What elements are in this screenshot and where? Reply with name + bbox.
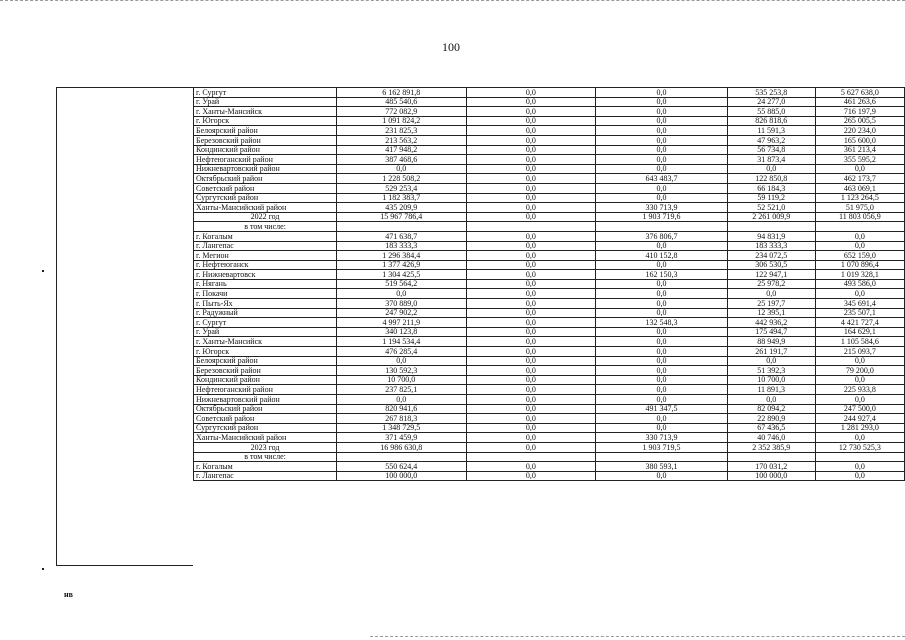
table-row (194, 107, 905, 117)
row-label-cell: г. Нягань (194, 279, 337, 289)
value-cell-v4: 22 890,9 (727, 414, 815, 424)
value-cell-v1: 237 825,1 (337, 385, 466, 395)
value-cell-v4: 51 392,3 (727, 366, 815, 376)
value-cell-v2: 0,0 (466, 385, 596, 395)
value-cell-v1: 15 967 786,4 (337, 212, 466, 222)
value-cell-v3: 643 483,7 (596, 174, 727, 184)
value-cell-v2: 0,0 (466, 347, 596, 357)
row-label-cell: Октябрьский район (194, 174, 337, 184)
row-label-cell: г. Радужный (194, 308, 337, 318)
value-cell-v4: 88 949,9 (727, 337, 815, 347)
value-cell-v4: 47 963,2 (727, 135, 815, 145)
value-cell-v5: 463 069,1 (815, 183, 904, 193)
value-cell-v4: 66 184,3 (727, 183, 815, 193)
row-label-cell: Советский район (194, 414, 337, 424)
value-cell-v2: 0,0 (466, 414, 596, 424)
value-cell-v1: 1 377 426,9 (337, 260, 466, 270)
value-cell-v2: 0,0 (466, 145, 596, 155)
margin-dot (42, 568, 44, 570)
value-cell-v2: 0,0 (466, 241, 596, 251)
table-row (194, 193, 905, 203)
value-cell-v5: 0,0 (815, 231, 904, 241)
scan-edge-top (0, 0, 905, 5)
table-row (194, 299, 905, 309)
value-cell-v3: 0,0 (596, 145, 727, 155)
value-cell-v3: 0,0 (596, 385, 727, 395)
table-row (194, 327, 905, 337)
table-row (194, 270, 905, 280)
table-row (194, 356, 905, 366)
table-row (194, 88, 905, 98)
value-cell-v1: 6 162 891,8 (337, 88, 466, 98)
value-cell-v2: 0,0 (466, 260, 596, 270)
value-cell-v3 (596, 452, 727, 462)
value-cell-v3: 410 152,8 (596, 251, 727, 261)
table-row (194, 347, 905, 357)
row-label-cell: г. Покачи (194, 289, 337, 299)
row-label-cell: г. Ханты-Мансийск (194, 107, 337, 117)
table-row (194, 375, 905, 385)
value-cell-v3: 0,0 (596, 107, 727, 117)
value-cell-v2: 0,0 (466, 462, 596, 472)
row-label-cell: г. Сургут (194, 88, 337, 98)
value-cell-v1: 340 123,8 (337, 327, 466, 337)
scan-edge-bottom (370, 636, 905, 639)
value-cell-v5: 0,0 (815, 433, 904, 443)
value-cell-v4: 122 850,8 (727, 174, 815, 184)
table-row (194, 164, 905, 174)
value-cell-v4: 12 395,1 (727, 308, 815, 318)
value-cell-v3: 0,0 (596, 299, 727, 309)
value-cell-v3: 0,0 (596, 183, 727, 193)
value-cell-v3: 0,0 (596, 366, 727, 376)
value-cell-v5: 461 263,6 (815, 97, 904, 107)
value-cell-v4: 442 936,2 (727, 318, 815, 328)
value-cell-v1: 231 825,3 (337, 126, 466, 136)
value-cell-v3: 0,0 (596, 88, 727, 98)
value-cell-v4: 2 352 385,9 (727, 442, 815, 452)
value-cell-v2: 0,0 (466, 212, 596, 222)
table-row (194, 423, 905, 433)
table-row (194, 116, 905, 126)
value-cell-v2: 0,0 (466, 356, 596, 366)
value-cell-v1: 1 304 425,5 (337, 270, 466, 280)
value-cell-v3: 0,0 (596, 395, 727, 405)
value-cell-v4: 24 277,0 (727, 97, 815, 107)
value-cell-v1: 476 285,4 (337, 347, 466, 357)
footer-mark: нв (64, 590, 73, 599)
value-cell-v3: 0,0 (596, 279, 727, 289)
table-row (194, 385, 905, 395)
value-cell-v5: 361 213,4 (815, 145, 904, 155)
value-cell-v5: 51 975,0 (815, 203, 904, 213)
value-cell-v5: 493 586,0 (815, 279, 904, 289)
row-label-cell: Ханты-Мансийский район (194, 433, 337, 443)
value-cell-v2: 0,0 (466, 375, 596, 385)
row-label-cell: г. Лангепас (194, 471, 337, 481)
value-cell-v1: 550 624,4 (337, 462, 466, 472)
value-cell-v1: 213 563,2 (337, 135, 466, 145)
value-cell-v1: 519 564,2 (337, 279, 466, 289)
value-cell-v5: 235 507,1 (815, 308, 904, 318)
row-label-cell: Кондинский район (194, 145, 337, 155)
value-cell-v1: 1 091 824,2 (337, 116, 466, 126)
value-cell-v2 (466, 452, 596, 462)
value-cell-v1: 16 986 630,8 (337, 442, 466, 452)
value-cell-v1: 10 700,0 (337, 375, 466, 385)
value-cell-v4: 535 253,8 (727, 88, 815, 98)
value-cell-v4: 170 031,2 (727, 462, 815, 472)
row-label-cell: г. Когалым (194, 231, 337, 241)
value-cell-v5: 265 005,5 (815, 116, 904, 126)
value-cell-v1: 471 638,7 (337, 231, 466, 241)
row-label-cell: г. Урай (194, 327, 337, 337)
value-cell-v4 (727, 452, 815, 462)
table-row (194, 231, 905, 241)
row-label-cell: г. Когалым (194, 462, 337, 472)
value-cell-v2 (466, 222, 596, 232)
value-cell-v4: 67 436,5 (727, 423, 815, 433)
value-cell-v2: 0,0 (466, 299, 596, 309)
value-cell-v2: 0,0 (466, 289, 596, 299)
row-label-cell: Нефтеюганский район (194, 155, 337, 165)
value-cell-v2: 0,0 (466, 308, 596, 318)
row-label-cell: Октябрьский район (194, 404, 337, 414)
value-cell-v4: 2 261 009,9 (727, 212, 815, 222)
value-cell-v5: 0,0 (815, 375, 904, 385)
value-cell-v1: 1 348 729,5 (337, 423, 466, 433)
table-row (194, 337, 905, 347)
table-row (194, 126, 905, 136)
value-cell-v2: 0,0 (466, 366, 596, 376)
table-row (194, 212, 905, 222)
value-cell-v5: 1 281 293,0 (815, 423, 904, 433)
value-cell-v4: 0,0 (727, 164, 815, 174)
value-cell-v1: 529 253,4 (337, 183, 466, 193)
value-cell-v2: 0,0 (466, 164, 596, 174)
value-cell-v1: 0,0 (337, 164, 466, 174)
row-label-cell: в том числе: (194, 222, 337, 232)
value-cell-v4: 0,0 (727, 395, 815, 405)
value-cell-v5: 79 200,0 (815, 366, 904, 376)
value-cell-v2: 0,0 (466, 126, 596, 136)
table-row (194, 308, 905, 318)
value-cell-v3: 0,0 (596, 423, 727, 433)
value-cell-v5: 215 093,7 (815, 347, 904, 357)
row-label-cell: г. Югорск (194, 116, 337, 126)
value-cell-v2: 0,0 (466, 193, 596, 203)
value-cell-v2: 0,0 (466, 174, 596, 184)
table-row (194, 183, 905, 193)
value-cell-v3: 0,0 (596, 241, 727, 251)
value-cell-v5: 1 019 328,1 (815, 270, 904, 280)
value-cell-v1: 267 818,3 (337, 414, 466, 424)
table-row (194, 203, 905, 213)
value-cell-v4: 11 891,3 (727, 385, 815, 395)
table-left-merged-column (56, 87, 193, 566)
value-cell-v5: 0,0 (815, 289, 904, 299)
value-cell-v5: 1 070 896,4 (815, 260, 904, 270)
value-cell-v4: 82 094,2 (727, 404, 815, 414)
value-cell-v4: 122 947,1 (727, 270, 815, 280)
value-cell-v3: 0,0 (596, 289, 727, 299)
row-label-cell: г. Сургут (194, 318, 337, 328)
value-cell-v4: 31 873,4 (727, 155, 815, 165)
row-label-cell: Нижневартовский район (194, 395, 337, 405)
value-cell-v3: 376 806,7 (596, 231, 727, 241)
row-label-cell: Нефтеюганский район (194, 385, 337, 395)
value-cell-v2: 0,0 (466, 135, 596, 145)
table-row (194, 135, 905, 145)
row-label-cell: Белоярский район (194, 126, 337, 136)
table-row (194, 289, 905, 299)
value-cell-v4: 261 191,7 (727, 347, 815, 357)
value-cell-v1: 0,0 (337, 289, 466, 299)
value-cell-v4: 175 494,7 (727, 327, 815, 337)
row-label-cell: Белоярский район (194, 356, 337, 366)
value-cell-v2: 0,0 (466, 279, 596, 289)
value-cell-v2: 0,0 (466, 251, 596, 261)
value-cell-v4: 11 591,3 (727, 126, 815, 136)
value-cell-v2: 0,0 (466, 404, 596, 414)
value-cell-v3: 0,0 (596, 116, 727, 126)
value-cell-v3: 0,0 (596, 97, 727, 107)
value-cell-v1: 130 592,3 (337, 366, 466, 376)
value-cell-v3: 0,0 (596, 193, 727, 203)
value-cell-v5: 4 421 727,4 (815, 318, 904, 328)
value-cell-v4: 52 521,0 (727, 203, 815, 213)
value-cell-v2: 0,0 (466, 337, 596, 347)
value-cell-v3: 491 347,5 (596, 404, 727, 414)
value-cell-v4: 55 885,0 (727, 107, 815, 117)
row-label-cell: г. Лангепас (194, 241, 337, 251)
value-cell-v1: 417 948,2 (337, 145, 466, 155)
value-cell-v3: 0,0 (596, 327, 727, 337)
value-cell-v3: 0,0 (596, 260, 727, 270)
value-cell-v1 (337, 222, 466, 232)
row-label-cell: Нижневартовский район (194, 164, 337, 174)
value-cell-v1: 183 333,3 (337, 241, 466, 251)
value-cell-v5: 0,0 (815, 164, 904, 174)
value-cell-v3: 0,0 (596, 356, 727, 366)
value-cell-v5: 0,0 (815, 462, 904, 472)
table-body (194, 88, 905, 481)
value-cell-v5: 1 105 584,6 (815, 337, 904, 347)
value-cell-v2: 0,0 (466, 97, 596, 107)
value-cell-v4: 0,0 (727, 289, 815, 299)
value-cell-v5 (815, 452, 904, 462)
value-cell-v4: 826 818,6 (727, 116, 815, 126)
value-cell-v2: 0,0 (466, 442, 596, 452)
value-cell-v1: 772 082,9 (337, 107, 466, 117)
value-cell-v4: 94 831,9 (727, 231, 815, 241)
value-cell-v5: 652 159,0 (815, 251, 904, 261)
margin-dot (42, 270, 44, 272)
row-label-cell: г. Ханты-Мансийск (194, 337, 337, 347)
page-number: 100 (442, 40, 460, 54)
value-cell-v1: 1 194 534,4 (337, 337, 466, 347)
value-cell-v2: 0,0 (466, 270, 596, 280)
value-cell-v4: 25 197,7 (727, 299, 815, 309)
value-cell-v5: 1 123 264,5 (815, 193, 904, 203)
value-cell-v1: 820 941,6 (337, 404, 466, 414)
value-cell-v3: 0,0 (596, 164, 727, 174)
value-cell-v2: 0,0 (466, 327, 596, 337)
value-cell-v3: 0,0 (596, 155, 727, 165)
table-row (194, 318, 905, 328)
budget-table (193, 87, 905, 481)
row-label-cell: г. Мегион (194, 251, 337, 261)
row-label-cell: г. Нефтеюганск (194, 260, 337, 270)
table-row (194, 442, 905, 452)
value-cell-v4: 234 072,5 (727, 251, 815, 261)
value-cell-v1: 0,0 (337, 395, 466, 405)
table-row (194, 366, 905, 376)
value-cell-v1: 100 000,0 (337, 471, 466, 481)
value-cell-v3: 0,0 (596, 135, 727, 145)
value-cell-v5: 165 600,0 (815, 135, 904, 145)
value-cell-v2: 0,0 (466, 107, 596, 117)
row-label-cell: Березовский район (194, 135, 337, 145)
value-cell-v4: 0,0 (727, 356, 815, 366)
value-cell-v5: 12 730 525,3 (815, 442, 904, 452)
value-cell-v3: 330 713,9 (596, 433, 727, 443)
table-row (194, 433, 905, 443)
value-cell-v1: 435 209,9 (337, 203, 466, 213)
row-label-cell: г. Нижневартовск (194, 270, 337, 280)
value-cell-v3: 1 903 719,6 (596, 212, 727, 222)
value-cell-v5: 716 197,9 (815, 107, 904, 117)
row-label-cell: Советский район (194, 183, 337, 193)
value-cell-v5: 225 933,8 (815, 385, 904, 395)
value-cell-v4: 59 119,2 (727, 193, 815, 203)
table-row (194, 395, 905, 405)
table-row (194, 145, 905, 155)
value-cell-v5 (815, 222, 904, 232)
value-cell-v5: 0,0 (815, 356, 904, 366)
row-label-cell: 2022 год (194, 212, 337, 222)
value-cell-v3: 0,0 (596, 471, 727, 481)
value-cell-v1: 485 540,6 (337, 97, 466, 107)
table-row (194, 155, 905, 165)
row-label-cell: г. Югорск (194, 347, 337, 357)
value-cell-v3: 0,0 (596, 375, 727, 385)
value-cell-v3: 0,0 (596, 347, 727, 357)
value-cell-v1: 247 902,2 (337, 308, 466, 318)
table-row (194, 452, 905, 462)
row-label-cell: Березовский район (194, 366, 337, 376)
row-label-cell: в том числе: (194, 452, 337, 462)
value-cell-v2: 0,0 (466, 116, 596, 126)
row-label-cell: Сургутский район (194, 193, 337, 203)
value-cell-v3: 0,0 (596, 337, 727, 347)
value-cell-v4 (727, 222, 815, 232)
value-cell-v5: 0,0 (815, 395, 904, 405)
value-cell-v2: 0,0 (466, 433, 596, 443)
table-row (194, 404, 905, 414)
value-cell-v3: 0,0 (596, 308, 727, 318)
value-cell-v3 (596, 222, 727, 232)
table-row (194, 97, 905, 107)
value-cell-v4: 10 700,0 (727, 375, 815, 385)
value-cell-v1: 371 459,9 (337, 433, 466, 443)
value-cell-v2: 0,0 (466, 183, 596, 193)
value-cell-v4: 183 333,3 (727, 241, 815, 251)
value-cell-v4: 56 734,8 (727, 145, 815, 155)
value-cell-v1: 387 468,6 (337, 155, 466, 165)
value-cell-v3: 380 593,1 (596, 462, 727, 472)
value-cell-v5: 5 627 638,0 (815, 88, 904, 98)
value-cell-v3: 0,0 (596, 414, 727, 424)
value-cell-v4: 25 978,2 (727, 279, 815, 289)
value-cell-v4: 306 530,5 (727, 260, 815, 270)
row-label-cell: Кондинский район (194, 375, 337, 385)
value-cell-v5: 164 629,1 (815, 327, 904, 337)
value-cell-v2: 0,0 (466, 423, 596, 433)
value-cell-v3: 162 150,3 (596, 270, 727, 280)
row-label-cell: г. Урай (194, 97, 337, 107)
value-cell-v2: 0,0 (466, 318, 596, 328)
value-cell-v1: 4 997 211,9 (337, 318, 466, 328)
value-cell-v1: 1 228 508,2 (337, 174, 466, 184)
table-row (194, 279, 905, 289)
value-cell-v5: 0,0 (815, 241, 904, 251)
value-cell-v1 (337, 452, 466, 462)
value-cell-v2: 0,0 (466, 203, 596, 213)
table-row (194, 174, 905, 184)
table-row (194, 260, 905, 270)
value-cell-v1: 1 296 384,4 (337, 251, 466, 261)
table-row (194, 414, 905, 424)
value-cell-v5: 345 691,4 (815, 299, 904, 309)
value-cell-v5: 247 500,0 (815, 404, 904, 414)
table-row (194, 251, 905, 261)
value-cell-v5: 355 595,2 (815, 155, 904, 165)
value-cell-v1: 0,0 (337, 356, 466, 366)
value-cell-v5: 0,0 (815, 471, 904, 481)
row-label-cell: г. Пыть-Ях (194, 299, 337, 309)
value-cell-v5: 462 173,7 (815, 174, 904, 184)
row-label-cell: Ханты-Мансийский район (194, 203, 337, 213)
value-cell-v3: 132 548,3 (596, 318, 727, 328)
value-cell-v4: 40 746,0 (727, 433, 815, 443)
table-row (194, 222, 905, 232)
value-cell-v3: 1 903 719,5 (596, 442, 727, 452)
table-row (194, 241, 905, 251)
table-row (194, 462, 905, 472)
table-row (194, 471, 905, 481)
value-cell-v2: 0,0 (466, 155, 596, 165)
value-cell-v2: 0,0 (466, 395, 596, 405)
row-label-cell: Сургутский район (194, 423, 337, 433)
row-label-cell: 2023 год (194, 442, 337, 452)
value-cell-v1: 370 889,0 (337, 299, 466, 309)
value-cell-v2: 0,0 (466, 231, 596, 241)
value-cell-v3: 330 713,9 (596, 203, 727, 213)
value-cell-v2: 0,0 (466, 88, 596, 98)
value-cell-v2: 0,0 (466, 471, 596, 481)
value-cell-v1: 1 182 383,7 (337, 193, 466, 203)
value-cell-v5: 220 234,0 (815, 126, 904, 136)
value-cell-v5: 11 803 056,9 (815, 212, 904, 222)
value-cell-v3: 0,0 (596, 126, 727, 136)
value-cell-v4: 100 000,0 (727, 471, 815, 481)
value-cell-v5: 244 927,4 (815, 414, 904, 424)
